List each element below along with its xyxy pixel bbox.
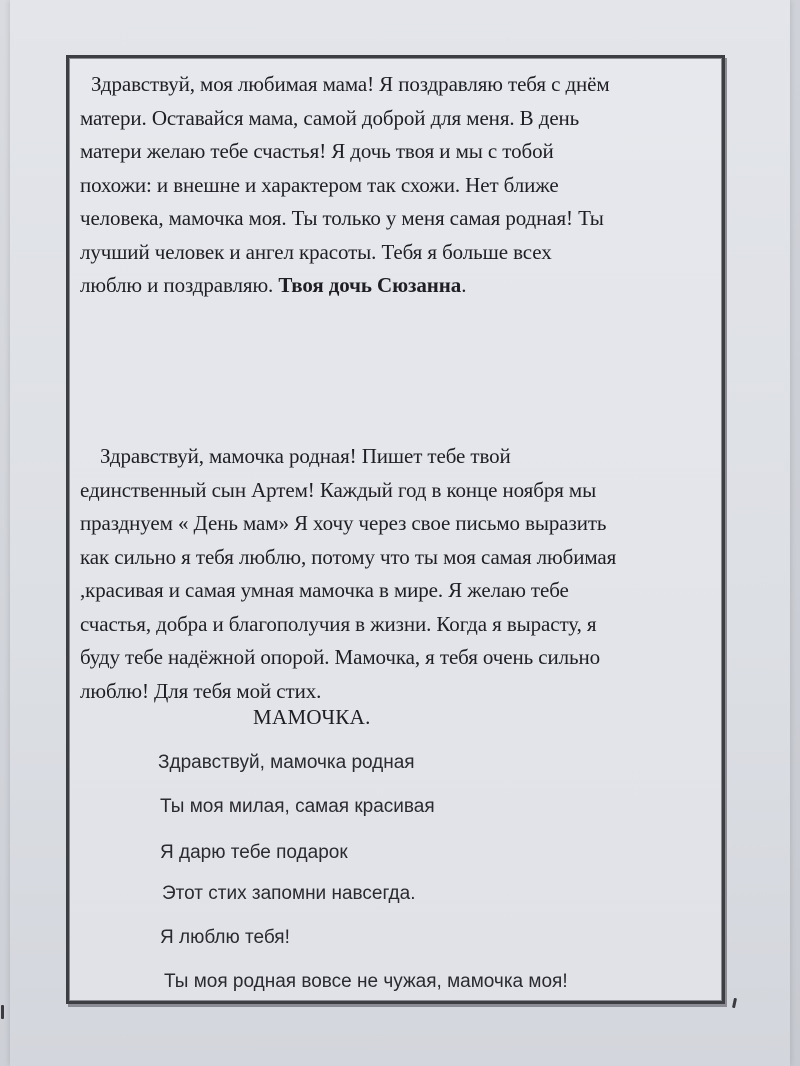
text-line: лучший человек и ангел красоты. Тебя я больше всех: [80, 239, 552, 264]
poem-line: Здравствуй, мамочка родная: [158, 752, 415, 773]
text-line: люблю! Для тебя мой стих.: [80, 678, 322, 703]
text-line: счастья, добра и благополучия в жизни. Когда я вырасту, я: [80, 611, 597, 636]
poem-line: Ты моя родная вовсе не чужая, мамочка моя!: [164, 971, 568, 992]
poem-line: Ты моя милая, самая красивая: [160, 796, 435, 817]
poem-line: Этот стих запомни навсегда.: [162, 883, 416, 904]
poem-line: Я люблю тебя!: [160, 927, 290, 948]
text-line: матери желаю тебе счастья! Я дочь твоя и мы с тобой: [80, 139, 554, 163]
text-line: матери. Оставайся мама, самой доброй для меня. В день: [80, 105, 580, 130]
poem-title: МАМОЧКА.: [253, 705, 371, 729]
text-line: похожи: и внешне и характером так схожи. Нет ближе: [80, 172, 559, 197]
letter-from-daughter: [80, 68, 720, 303]
text-line: как сильно я тебя люблю, потому что ты моя самая любимая: [80, 544, 617, 569]
text-line: [80, 269, 720, 303]
text-line: буду тебе надёжной опорой. Мамочка, я тебя очень сильно: [80, 645, 600, 669]
letter-from-son: [80, 440, 720, 708]
text-line: ,красивая и самая умная мамочка в мире. Я желаю тебе: [80, 578, 569, 602]
text-line: празднуем « День мам» Я хочу через свое письмо выразить: [80, 511, 607, 535]
poem-line: Я дарю тебе подарок: [160, 842, 348, 863]
text-line: Здравствуй, мамочка родная! Пишет тебе твой: [100, 444, 511, 468]
text-line: человека, мамочка моя. Ты только у меня самая родная! Ты: [80, 206, 604, 230]
text-line: единственный сын Артем! Каждый год в конце ноября мы: [80, 477, 597, 502]
text-segment: .: [461, 273, 467, 297]
signature: Твоя дочь Сюзанна: [278, 273, 462, 297]
paper-edge-mark: [1, 1005, 4, 1019]
text-segment: люблю и поздравляю.: [80, 273, 279, 297]
text-line: Здравствуй, моя любимая мама! Я поздравляю тебя с днём: [91, 72, 610, 96]
